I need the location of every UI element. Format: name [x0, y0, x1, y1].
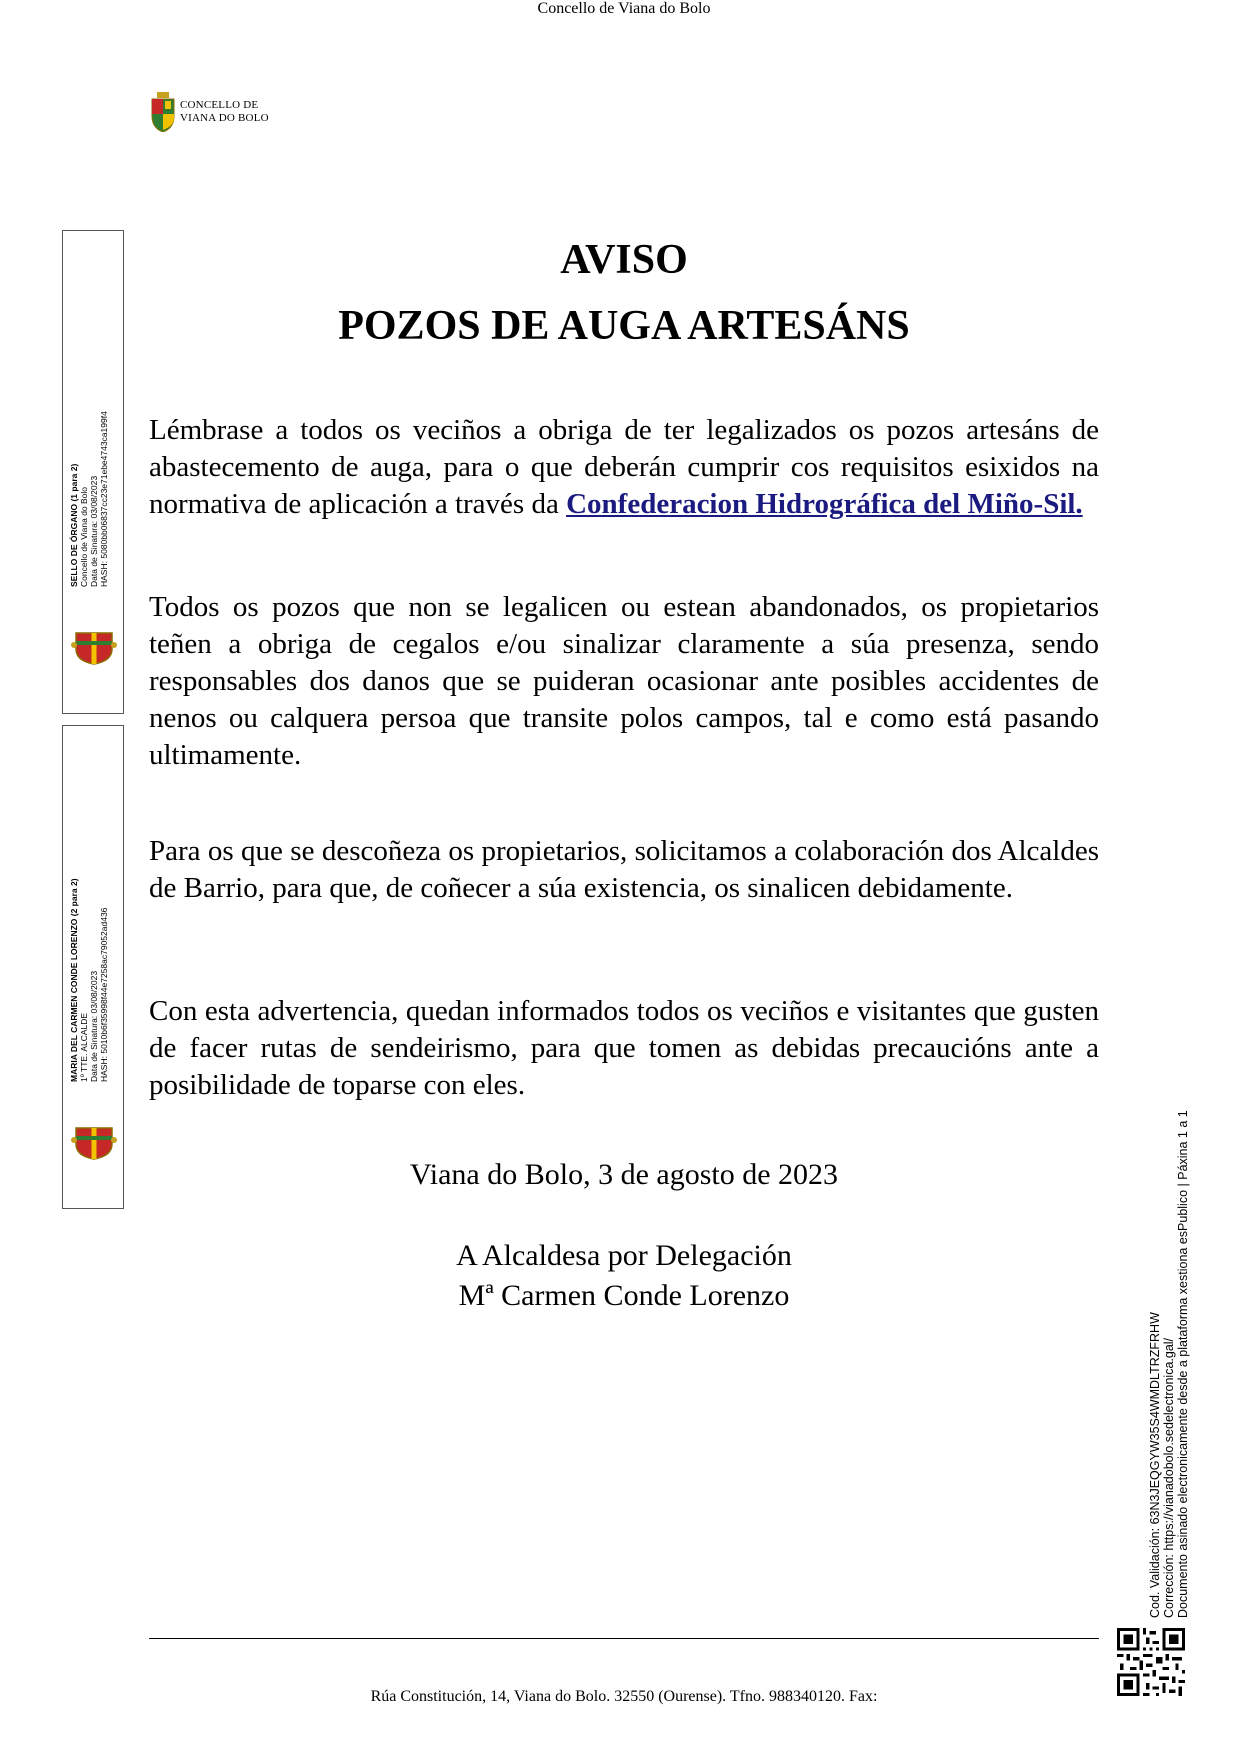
signature-date: Data de Sinatura: 03/08/2023 [89, 970, 99, 1082]
coat-of-arms-icon [150, 92, 176, 132]
seal-emblem-icon [70, 631, 118, 665]
seal-hash: HASH: 5080bb06837cc23e71ebe4743ca199f4 [99, 411, 109, 587]
paragraph-4: Con esta advertencia, quedan informados todos os veciños e visitantes que gusten de facer rutas de sendeirismo, para que tomen as debidas precaucións ante a posibilidade de toparse con eles. [149, 995, 1099, 1101]
document-title: AVISO [560, 237, 688, 283]
validation-block [1148, 1110, 1190, 1618]
header-logo [150, 92, 269, 132]
signatory-name: Mª Carmen Conde Lorenzo [458, 1279, 790, 1312]
signature-box-seal [62, 230, 124, 714]
document-date: Viana do Bolo, 3 de agosto de 2023 [409, 1158, 839, 1191]
paragraph-1-text: Lémbrase a todos os veciños a obriga de ter legalizados os pozos artesáns de abastecemento de auga, para o que deberán cumprir cos requisitos esixidos na normativa de aplicación a través da [149, 414, 1099, 520]
signature-hash: HASH: 5010b6f35998f44e7258ac79052ad436 [99, 907, 109, 1082]
paragraph-3: Para os que se descoñeza os propietarios, solicitamos a colaboración dos Alcaldes de Barrio, para que, de coñecer a súa existencia, os sinalicen debidamente. [149, 835, 1099, 904]
signatory-role: A Alcaldesa por Delegación [456, 1239, 792, 1272]
document-subtitle: POZOS DE AUGA ARTESÁNS [338, 303, 910, 349]
seal-line3: Data de Sinatura: 03/08/2023 [89, 475, 99, 587]
validation-note: Documento asinado electronicamente desde a plataforma xestiona esPublico | Páxina 1 a 1 [1176, 1110, 1190, 1618]
footer-address: Rúa Constitución, 14, Viana do Bolo. 32550 (Ourense). Tfno. 988340120. Fax: [370, 1688, 878, 1705]
validation-code: Cod. Validación: 63N3JEQGYW35S4WMDLTRZFRHW [1148, 1312, 1162, 1618]
footer-divider [149, 1638, 1099, 1639]
seal-line2: Concello de Viana do Bolo [79, 486, 89, 587]
seal-text [69, 411, 109, 587]
qr-code-icon [1117, 1628, 1185, 1696]
signer-name: MARIA DEL CARMEN CONDE LORENZO (2 para 2) [69, 878, 79, 1082]
paragraph-2: Todos os pozos que non se legalicen ou estean abandonados, os propietarios teñen a obriga de cegalos e/ou sinalizar claramente a súa presenza, sendo responsables dos danos que se puideran ocasionar ante posibles accidentes de nenos ou calquera persoa que transite polos campos, tal e como está pasando ultimamente. [149, 591, 1099, 771]
signature-text [69, 878, 109, 1082]
paragraph-1 [149, 412, 1099, 523]
confederacion-link[interactable]: Confederacion Hidrográfica del Miño-Sil. [566, 488, 1083, 520]
logo-line2: VIANA DO BOLO [180, 112, 269, 124]
signature-emblem-icon [70, 1126, 118, 1160]
footer-org-name: Concello de Viana do Bolo [537, 0, 711, 17]
validation-url: Corrección: https://vianadobolo.sedelectronica.gal/ [1162, 1337, 1176, 1618]
logo-line1: CONCELLO DE [180, 99, 259, 111]
signer-role: 1º TTE. ALCALDE [79, 1012, 89, 1082]
seal-title: SELLO DE ÓRGANO (1 para 2) [69, 463, 79, 587]
signature-box-person [62, 725, 124, 1209]
